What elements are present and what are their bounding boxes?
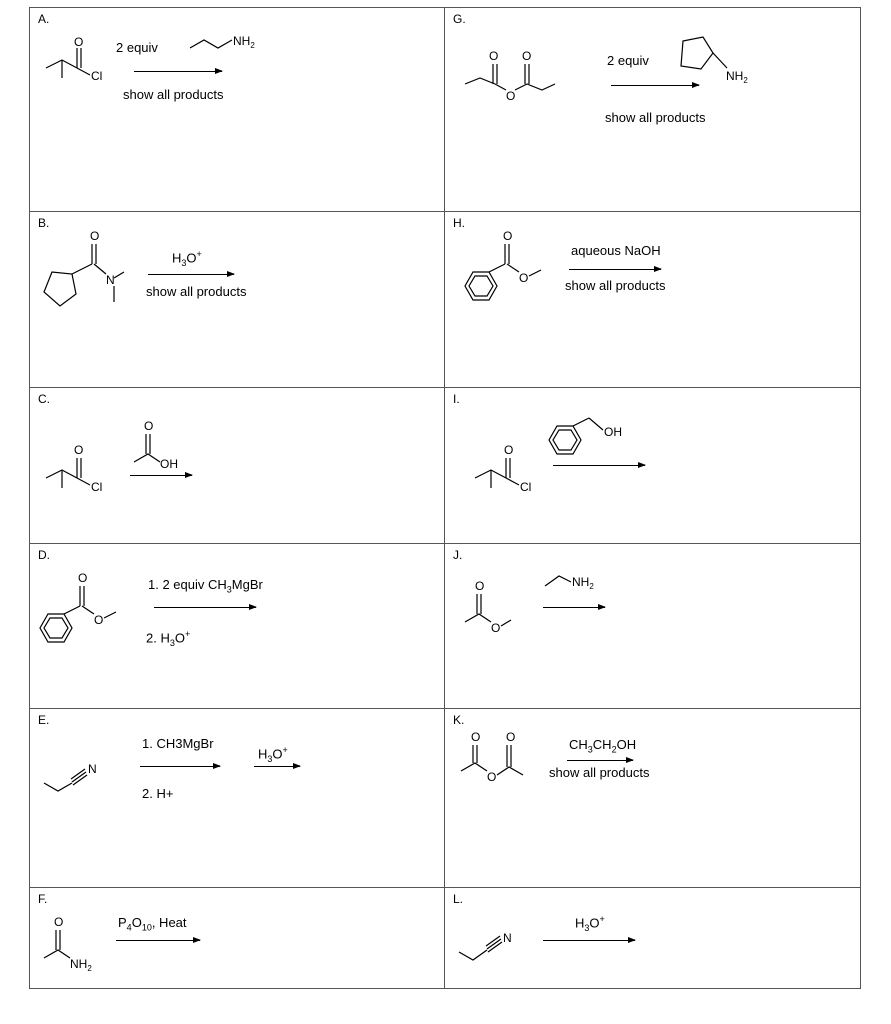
condition-note: show all products (123, 87, 224, 102)
atom-o: O (491, 621, 501, 635)
condition-equiv: 2 equiv (116, 40, 158, 55)
molecule-methyl-benzoate (30, 544, 446, 710)
condition-note: show all products (549, 765, 650, 780)
condition-step1: 1. CH3MgBr (142, 736, 214, 751)
molecule-acetamide (30, 888, 446, 990)
atom-o: O (503, 229, 513, 243)
reagent-ethylamine: $NH_2$ (572, 575, 594, 591)
cell-g (444, 7, 861, 212)
atom-o: O (94, 613, 104, 627)
atom-n: N (503, 931, 512, 945)
reaction-arrow-2 (254, 766, 300, 767)
condition-reagent: $P_4O_{10}$, Heat (118, 915, 187, 933)
reaction-arrow (148, 274, 234, 275)
molecule-isobutyryl-chloride (445, 388, 862, 545)
atom-o: O (54, 915, 64, 929)
atom-n: N (88, 762, 97, 776)
cell-label: G. (453, 12, 466, 26)
condition-step2: 2. $H_3O^+$ (146, 629, 191, 648)
condition-note: show all products (605, 110, 706, 125)
atom-o: O (506, 730, 516, 744)
atom-o: O (522, 49, 532, 63)
reaction-arrow (140, 766, 220, 767)
cell-j (444, 543, 861, 709)
cell-label: A. (38, 12, 50, 26)
molecule-methyl-benzoate (445, 212, 862, 389)
cell-c (29, 387, 445, 544)
reaction-arrow (154, 607, 256, 608)
reaction-arrow (134, 71, 222, 72)
reaction-arrow (543, 940, 635, 941)
cell-k (444, 708, 861, 888)
molecule-propanenitrile (445, 888, 862, 990)
cell-label: E. (38, 713, 50, 727)
atom-o: O (519, 271, 529, 285)
condition-workup: $H_3O^+$ (258, 745, 288, 764)
cell-label: K. (453, 713, 465, 727)
cell-d (29, 543, 445, 709)
cell-e (29, 708, 445, 888)
atom-nh2: $NH_2$ (70, 957, 92, 973)
cell-label: L. (453, 892, 464, 906)
atom-cl: Cl (91, 69, 103, 83)
reaction-arrow (567, 760, 633, 761)
atom-o: O (144, 419, 154, 433)
reaction-arrow (116, 940, 200, 941)
atom-o: O (471, 730, 481, 744)
cell-b (29, 211, 445, 388)
cell-label: B. (38, 216, 50, 230)
molecule-cyclopentyl-dimethylamide (30, 212, 446, 389)
atom-o: O (506, 89, 516, 103)
condition-reagent: $H_3O^+$ (172, 249, 202, 268)
reagent-acetic-acid: OH (160, 457, 178, 471)
molecule-isobutyryl-chloride (30, 388, 446, 545)
molecule-methyl-acetate (445, 544, 862, 710)
cell-f (29, 887, 445, 989)
cell-label: C. (38, 392, 50, 406)
condition-reagent: $CH_3CH_2OH$ (569, 737, 637, 755)
cell-label: D. (38, 548, 50, 562)
reaction-arrow (569, 269, 661, 270)
condition-step2: 2. H+ (142, 786, 174, 801)
reaction-arrow (543, 607, 605, 608)
atom-o: O (504, 443, 514, 457)
condition-equiv: 2 equiv (607, 53, 649, 68)
atom-o: O (489, 49, 499, 63)
condition-reagent: $H_3O^+$ (575, 914, 605, 933)
reaction-arrow (553, 465, 645, 466)
cell-h (444, 211, 861, 388)
condition-note: show all products (146, 284, 247, 299)
reagent-benzyl-alcohol: OH (604, 425, 622, 439)
cell-label: I. (453, 392, 460, 406)
condition-reagent: aqueous NaOH (571, 243, 661, 258)
atom-cl: Cl (520, 480, 532, 494)
cell-l (444, 887, 861, 989)
cell-label: F. (38, 892, 48, 906)
atom-o: O (487, 770, 497, 784)
reaction-arrow (130, 475, 192, 476)
atom-o: O (78, 571, 88, 585)
reagent-amine: $NH_2$ (233, 34, 255, 50)
cell-i (444, 387, 861, 544)
atom-o: O (74, 35, 84, 49)
atom-cl: Cl (91, 480, 103, 494)
reaction-arrow (611, 85, 699, 86)
molecule-isobutyryl-chloride (30, 8, 446, 213)
condition-note: show all products (565, 278, 666, 293)
cell-label: H. (453, 216, 465, 230)
condition-step1: 1. 2 equiv $CH_3MgBr$ (148, 577, 263, 595)
reaction-grid (29, 7, 861, 989)
cell-a (29, 7, 445, 212)
atom-o: O (475, 579, 485, 593)
molecule-acetic-anhydride (445, 709, 862, 889)
cell-label: J. (453, 548, 463, 562)
reagent-amine: $NH_2$ (726, 69, 748, 85)
molecule-propanenitrile (30, 709, 446, 889)
atom-o: O (90, 229, 100, 243)
atom-n: N (106, 273, 115, 287)
atom-o: O (74, 443, 84, 457)
